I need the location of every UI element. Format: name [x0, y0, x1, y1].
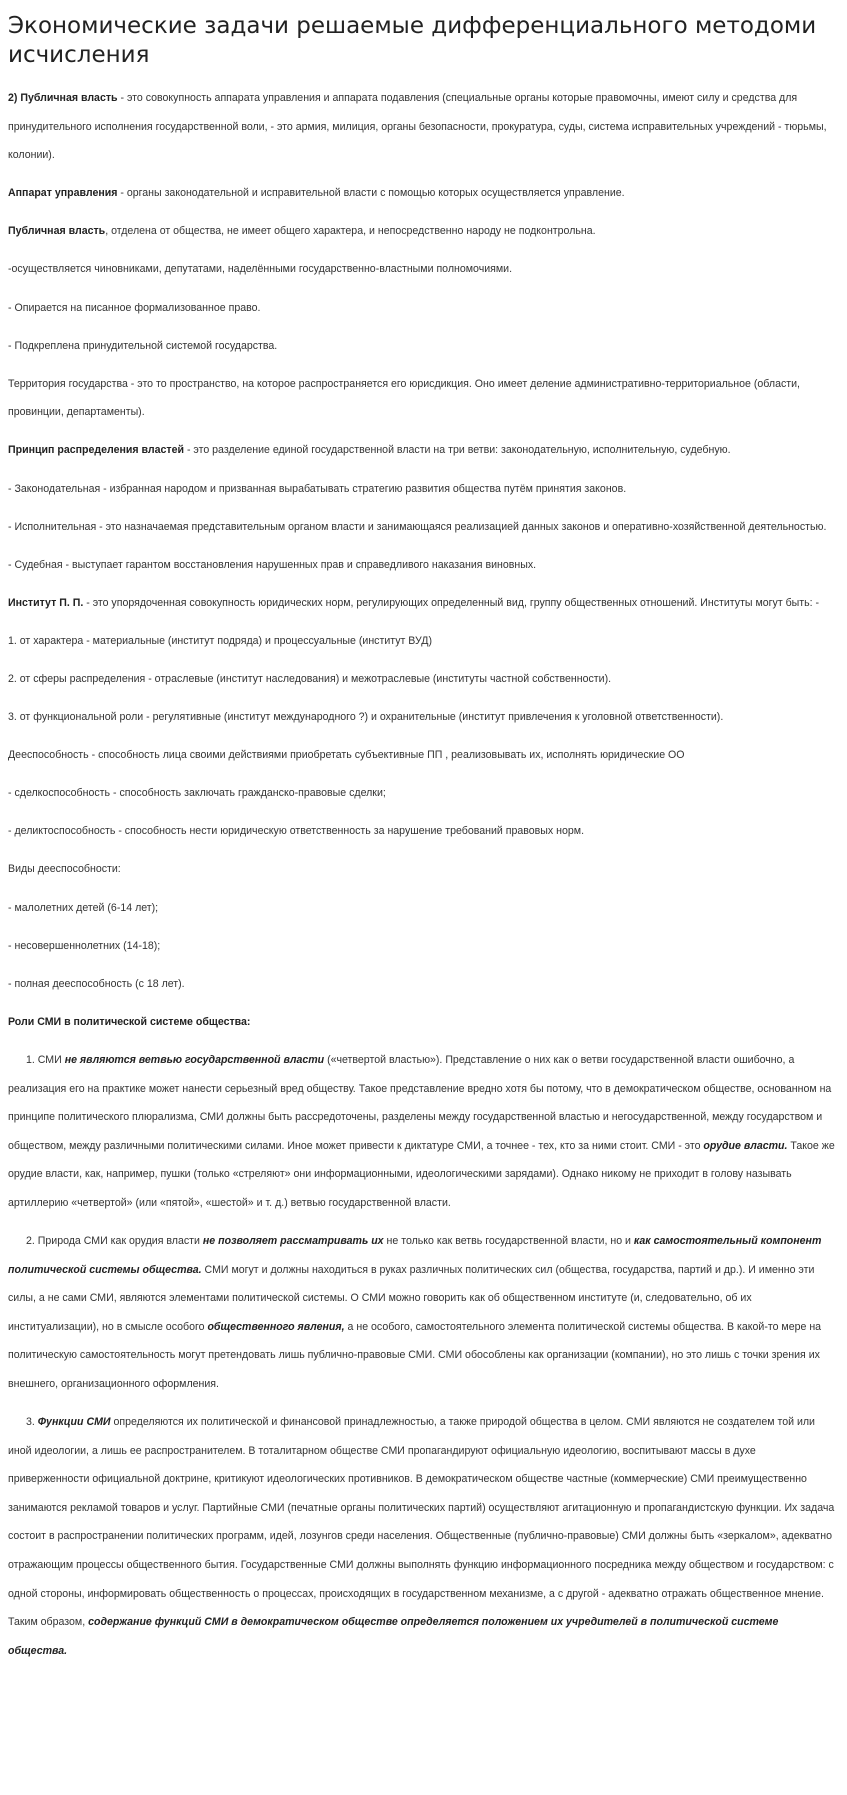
- emphasis: не являются ветвью государственной власти: [64, 1053, 325, 1066]
- paragraph-text: - несовершеннолетних (14-18);: [8, 939, 161, 952]
- paragraph-text: 1. СМИ: [26, 1053, 65, 1066]
- paragraph-text: , отделена от общества, не имеет общего характера, и непосредственно народу не подконтрольна.: [105, 225, 596, 238]
- term: Аппарат управления: [8, 187, 118, 200]
- paragraph-text: - это разделение единой государственной власти на три ветви: законодательную, исполнительную, судебную.: [184, 444, 731, 457]
- paragraph-text: - деликтоспособность - способность нести юридическую ответственность за нарушение требований правовых норм.: [8, 825, 585, 838]
- term: Публичная власть: [8, 225, 106, 238]
- paragraph-text: не только как ветвь государственной власти, но и: [383, 1235, 634, 1247]
- paragraph-separation-of-powers: [8, 436, 839, 465]
- term: Принцип распределения властей: [8, 444, 184, 457]
- paragraph-text: Виды дееспособности:: [8, 863, 121, 876]
- paragraph-text: - Опирается на писанное формализованное право.: [8, 301, 261, 314]
- section-heading-text: Роли СМИ в политической системе общества:: [8, 1015, 251, 1028]
- paragraph-text: - органы законодательной и исправительной власти с помощью которых осуществляется управление.: [117, 187, 625, 200]
- paragraph-text: СМИ могут и должны находиться в руках различных политических сил (общества, государства, партий и др.). И именно эти силы, а не сами СМИ, являются элементами политической системы. О СМИ можно говорить как об общественном институте (и, следовательно, об их институализации), но в смысле особого: [8, 1263, 815, 1333]
- term: 2) Публичная власть: [8, 92, 118, 104]
- emphasis: Функции СМИ: [37, 1416, 111, 1429]
- emphasis: содержание функций СМИ в демократическом обществе определяется положением их учредителей в политической системе общества.: [8, 1616, 779, 1657]
- paragraph-text: 2. Природа СМИ как орудия власти: [26, 1235, 203, 1247]
- paragraph-text: определяются их политической и финансовой принадлежностью, а также природой общества в целом. СМИ являются не создателем той или иной идеологии, а лишь ее распространителем. В тоталитарном обществе СМИ пропагандируют официальную идеологию, воспитывают массы в духе приверженности официальной доктрине, критикуют идеологических противников. В демократическом обществе частные (коммерческие) СМИ преимущественно занимаются рекламой товаров и услуг. Партийные СМИ (печатные органы политических партий) осуществляют агитационную и пропагандистскую функции. Их задача состоит в распространении политических программ, идей, лозунгов среди населения. Общественные (публично-правовые) СМИ должны быть «зеркалом», адекватно отражающим процессы общественного бытия. Государственные СМИ должны выполнять функцию информационного посредника между обществом и государством: с одной стороны, информировать общественность о процессах, происходящих в государственном механизме, а с другой - адекватно отражать общественное мнение. Таким образом,: [8, 1416, 835, 1629]
- paragraph-institute: [8, 589, 839, 618]
- term: Институт П. П.: [8, 596, 84, 609]
- emphasis: орудие власти.: [703, 1139, 788, 1152]
- paragraph-text: - полная дееспособность (с 18 лет).: [8, 977, 185, 990]
- paragraph-text: - это совокупность аппарата управления и аппарата подавления (специальные органы которые правомочны, имеют силу и средства для принудительного исполнения государственной воли, - это армия, милиция, органы безопасности, прокуратура, суды, система исправительных учреждений - тюрьмы, колонии).: [8, 92, 827, 162]
- paragraph-public-power-2: [8, 217, 839, 246]
- paragraph-text: - Подкреплена принудительной системой государства.: [8, 339, 278, 352]
- paragraph-text: - Законодательная - избранная народом и призванная вырабатывать стратегию развития общества путём принятия законов.: [8, 482, 627, 495]
- paragraph-text: («четвертой властью»). Представление о них как о ветви государственной власти ошибочно, а реализация его на практике может нанести серьезный вред обществу. Такое представление вредно хотя бы потому, что в демократическом обществе, основанном на принципе политического плюрализма, СМИ должны быть рассредоточены, разделены между государственной властью и негосударственной, между государством и обществом, между различными политическими силами. Иное может привести к диктатуре СМИ, а точнее - тех, кто за ними стоит. СМИ - это: [8, 1053, 832, 1152]
- paragraph-text: -осуществляется чиновниками, депутатами, наделёнными государственно-властными полномочиями.: [8, 263, 513, 276]
- media-paragraph-3: [8, 1408, 839, 1665]
- paragraph-territory: Территория государства - это то пространство, на которое распространяется его юрисдикция. Оно имеет деление административно-территориальное (области, провинции, департаменты).: [8, 377, 800, 419]
- section-heading: [8, 1008, 839, 1037]
- paragraph-text: 3.: [26, 1416, 38, 1429]
- paragraph-text: - Исполнительная - это назначаемая представительным органом власти и занимающаяся реализацией данных законов и оперативно-хозяйственной деятельностью.: [8, 520, 827, 533]
- paragraph-text: - Судебная - выступает гарантом восстановления нарушенных прав и справедливого наказания виновных.: [8, 558, 537, 571]
- paragraph-text: 2. от сферы распределения - отраслевые (институт наследования) и межотраслевые (институты частной собственности).: [8, 673, 612, 685]
- emphasis: не позволяет рассматривать их: [202, 1235, 384, 1247]
- media-paragraph-1: [8, 1046, 839, 1218]
- paragraph-text: - это упорядоченная совокупность юридических норм, регулирующих определенный вид, группу общественных отношений. Институты могут быть: -: [83, 596, 820, 609]
- paragraph-legal-capacity: Дееспособность - способность лица своими действиями приобретать субъективные ПП , реализовывать их, исполнять юридические ОО: [8, 749, 685, 762]
- paragraph-public-power: [8, 84, 839, 170]
- paragraph-text: Такое же орудие власти, как, например, пушки (только «стреляют» они информационными, идеологическими зарядами). Однако никому не приходит в голову называть артиллерию «четвертой» (или «пятой», «шестой» и т. д.) ветвью государственной власти.: [8, 1139, 835, 1209]
- paragraph-text: - малолетних детей (6-14 лет);: [8, 901, 159, 914]
- paragraph-text: а не особого, самостоятельного элемента политической системы общества. В какой-то мере на политическую самостоятельность могут претендовать лишь публично-правовые СМИ. СМИ обособлены как организации (компании), но это лишь с точки зрения их внешнего, организационного оформления.: [8, 1320, 822, 1390]
- paragraph-management-apparatus: [8, 179, 839, 208]
- emphasis: как самостоятельный компонент политической системы общества.: [8, 1235, 822, 1276]
- emphasis: общественного явления,: [207, 1320, 345, 1333]
- paragraph-text: 3. от функциональной роли - регулятивные (институт международного ?) и охранительные (институт привлечения к уголовной ответственности).: [8, 711, 724, 724]
- page-title: Экономические задачи решаемые дифференциального методоми исчисления: [8, 13, 817, 68]
- paragraph-text: 1. от характера - материальные (институт подряда) и процессуальные (институт ВУД): [8, 634, 432, 647]
- media-paragraph-2: [8, 1227, 839, 1399]
- paragraph-text: - сделкоспособность - способность заключать гражданско-правовые сделки;: [8, 787, 386, 800]
